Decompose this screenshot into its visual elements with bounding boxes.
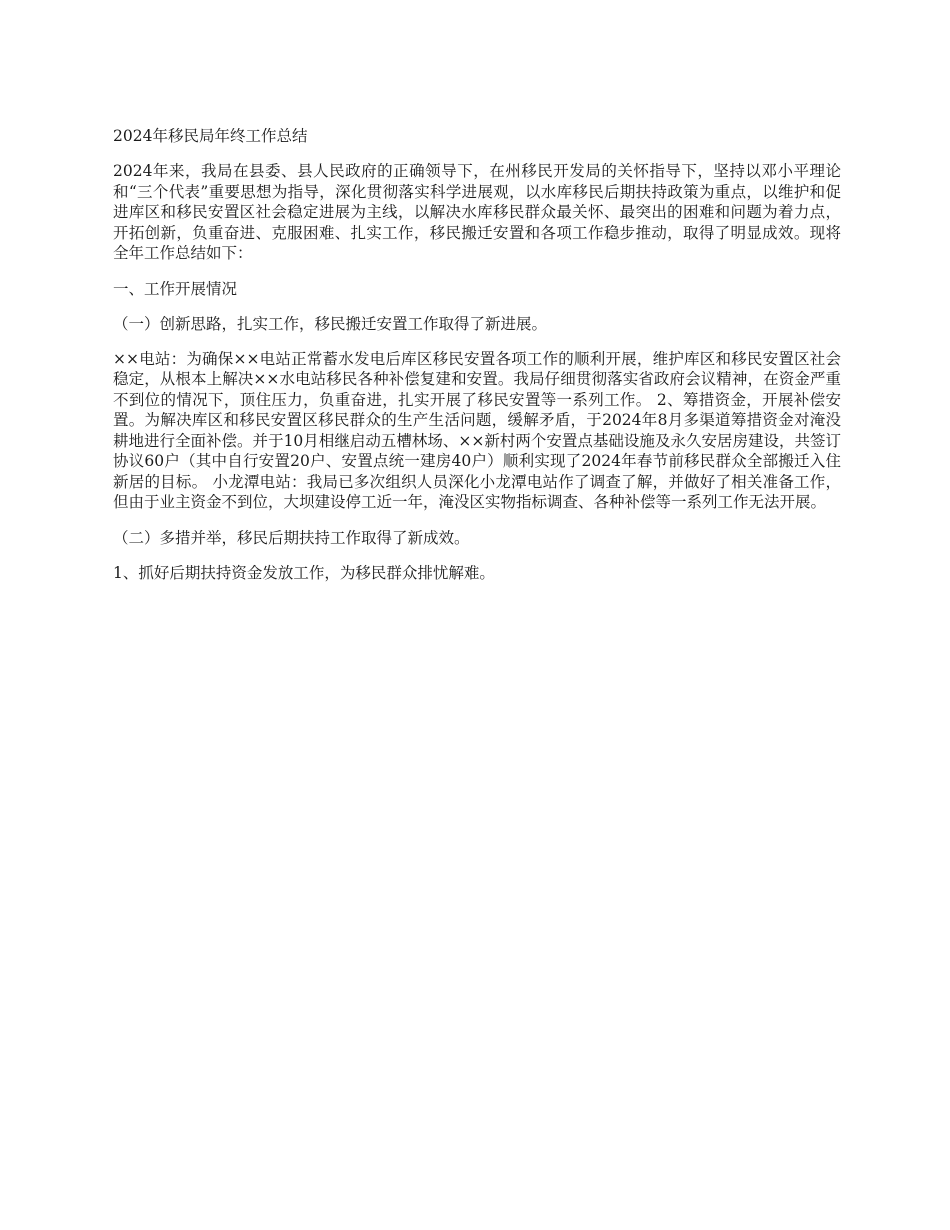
- subsection-heading-2: （二）多措并举，移民后期扶持工作取得了新成效。: [113, 528, 470, 547]
- document-title: 2024年移民局年终工作总结: [113, 127, 308, 145]
- intro-paragraph: 2024年来，我局在县委、县人民政府的正确领导下，在州移民开发局的关怀指导下，坚持以邓小平理论和“三个代表”重要思想为指导，深化贯彻落实科学进展观，以水库移民后期扶持政策为重点，以维护和促进库区和移民安置区社会稳定进展为主线，以解决水库移民群众最关怀、最突出的困难和问题为着力点，开拓创新，负重奋进、克服困难、扎实工作，移民搬迁安置和各项工作稳步推动，取得了明显成效。现将全年工作总结如下：: [113, 162, 841, 262]
- subsection-1-body: ××电站：为确保××电站正常蓄水发电后库区移民安置各项工作的顺利开展，维护库区和移民安置区社会稳定，从根本上解决××水电站移民各种补偿复建和安置。我局仔细贯彻落实省政府会议精神，在资金严重不到位的情况下，顶住压力，负重奋进，扎实开展了移民安置等一系列工作。 2、筹措资金，开展补偿安置。为解决库区和移民安置区移民群众的生产生活问题，缓解矛盾，于2024年8月多渠道筹措资金对淹没耕地进行全面补偿。并于10月相继启动五槽林场、××新村两个安置点基础设施及永久安居房建设，共签订协议60户（其中自行安置20户、安置点统一建房40户）顺利实现了2024年春节前移民群众全部搬迁入住新居的目标。 小龙潭电站：我局已多次组织人员深化小龙潭电站作了调查了解，并做好了相关准备工作，但由于业主资金不到位，大坝建设停工近一年，淹没区实物指标调查、各种补偿等一系列工作无法开展。: [113, 349, 841, 511]
- list-item-1: 1、抓好后期扶持资金发放工作，为移民群众排忧解难。: [113, 563, 495, 582]
- section-heading-1: 一、工作开展情况: [113, 279, 238, 298]
- subsection-heading-1: （一）创新思路，扎实工作，移民搬迁安置工作取得了新进展。: [113, 314, 548, 333]
- document-page: [113, 126, 841, 598]
